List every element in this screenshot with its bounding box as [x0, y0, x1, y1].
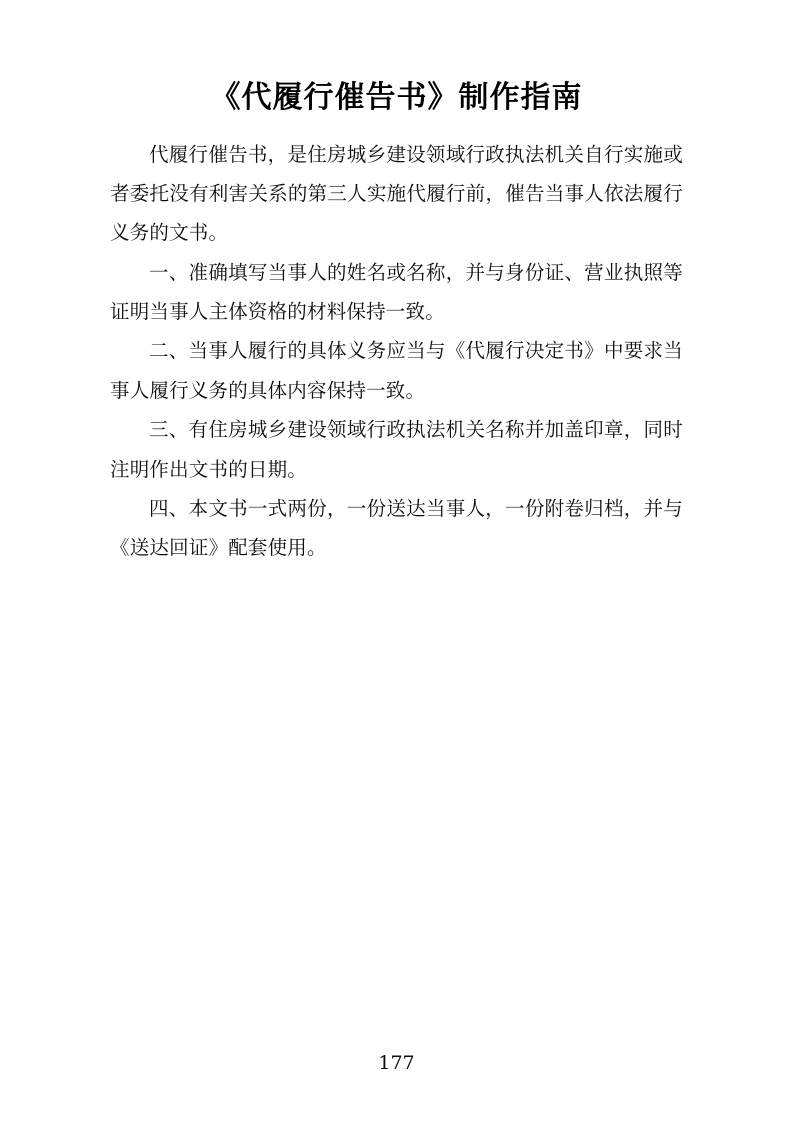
paragraph-item-2: 二、当事人履行的具体义务应当与《代履行决定书》中要求当事人履行义务的具体内容保持一致。: [110, 339, 683, 402]
document-body: [110, 135, 683, 568]
page-title: 《代履行催告书》制作指南: [210, 80, 583, 115]
paragraph-item-3: 三、有住房城乡建设领域行政执法机关名称并加盖印章，同时注明作出文书的日期。: [110, 418, 683, 481]
page-number: 177: [378, 1052, 415, 1074]
paragraph-item-1: 一、准确填写当事人的姓名或名称，并与身份证、营业执照等证明当事人主体资格的材料保持一致。: [110, 260, 683, 323]
paragraph-item-4: 四、本文书一式两份，一份送达当事人，一份附卷归档，并与《送达回证》配套使用。: [110, 496, 683, 560]
paragraph-intro: 代履行催告书，是住房城乡建设领域行政执法机关自行实施或者委托没有利害关系的第三人实施代履行前，催告当事人依法履行义务的文书。: [110, 142, 683, 245]
